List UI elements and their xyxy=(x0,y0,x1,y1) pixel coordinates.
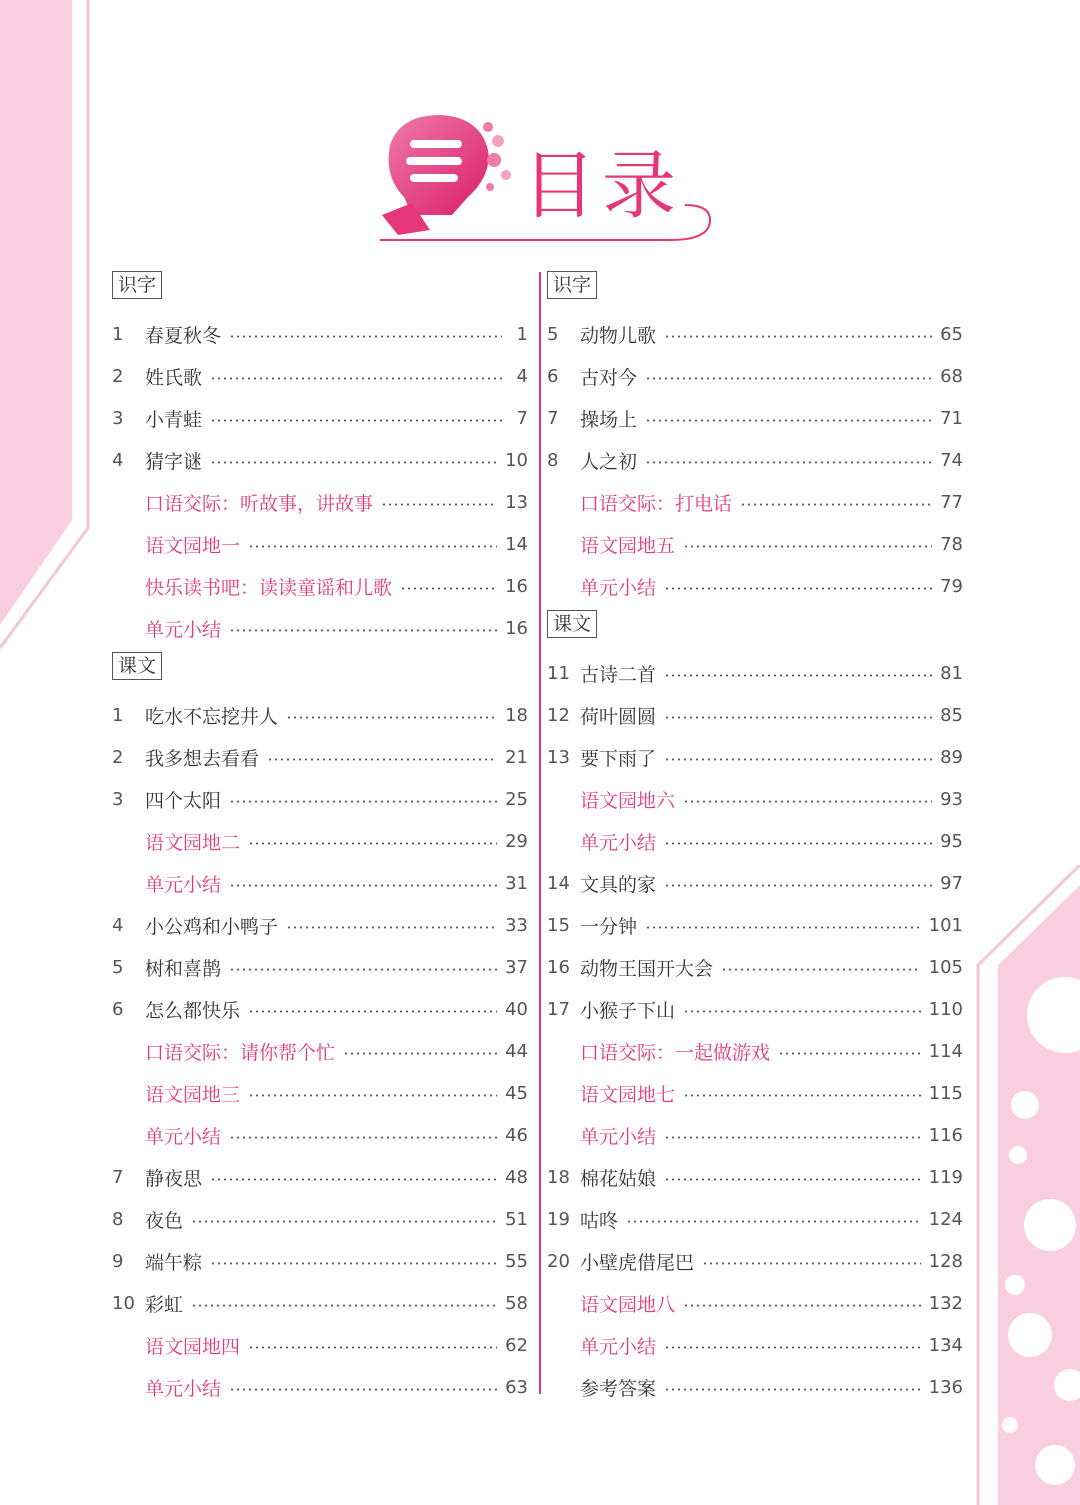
dot-leader xyxy=(229,1136,497,1139)
toc-entry[interactable] xyxy=(547,1282,963,1324)
entry-page-number: 4 xyxy=(516,365,528,387)
dot-leader xyxy=(740,503,932,506)
entry-number: 15 xyxy=(547,914,570,936)
entry-title: 吃水不忘挖井人 xyxy=(145,705,279,728)
dot-leader xyxy=(229,884,497,887)
entry-title: 人之初 xyxy=(580,450,638,473)
entry-page-number: 40 xyxy=(505,998,528,1020)
entry-page-number: 136 xyxy=(928,1376,963,1398)
entry-page-number: 62 xyxy=(505,1334,528,1356)
entry-title: 快乐读书吧：读读童谣和儿歌 xyxy=(145,576,393,599)
toc-entry[interactable] xyxy=(547,946,963,988)
entry-title: 动物王国开大会 xyxy=(580,957,714,980)
dot-leader xyxy=(191,1220,497,1223)
toc-entry[interactable] xyxy=(112,439,528,481)
dot-leader xyxy=(664,1388,921,1391)
toc-entry[interactable] xyxy=(547,652,963,694)
toc-entry[interactable] xyxy=(547,1198,963,1240)
entry-number: 8 xyxy=(112,1208,124,1230)
entry-title: 语文园地七 xyxy=(580,1083,676,1106)
dot-leader xyxy=(210,1178,497,1181)
toc-entry[interactable] xyxy=(547,904,963,946)
dot-leader xyxy=(778,1052,921,1055)
dot-leader xyxy=(664,335,932,338)
toc-entry[interactable] xyxy=(112,820,528,862)
dot-leader xyxy=(191,1304,497,1307)
entry-title: 口语交际：请你帮个忙 xyxy=(145,1041,336,1064)
dot-leader xyxy=(664,842,932,845)
toc-entry[interactable] xyxy=(112,565,528,607)
entry-page-number: 124 xyxy=(928,1208,963,1230)
toc-entry[interactable] xyxy=(112,1198,528,1240)
entry-number: 1 xyxy=(112,323,124,345)
entry-page-number: 21 xyxy=(505,746,528,768)
entry-page-number: 45 xyxy=(505,1082,528,1104)
entry-title: 单元小结 xyxy=(580,1335,657,1358)
toc-entry[interactable] xyxy=(547,355,963,397)
entry-number: 9 xyxy=(112,1250,124,1272)
entry-page-number: 44 xyxy=(505,1040,528,1062)
entry-page-number: 134 xyxy=(928,1334,963,1356)
entry-title: 荷叶圆圆 xyxy=(580,705,657,728)
entry-page-number: 58 xyxy=(505,1292,528,1314)
entry-page-number: 48 xyxy=(505,1166,528,1188)
toc-entry[interactable] xyxy=(112,1156,528,1198)
entry-page-number: 13 xyxy=(505,491,528,513)
entry-title: 小猴子下山 xyxy=(580,999,676,1022)
entry-page-number: 85 xyxy=(940,704,963,726)
toc-entry[interactable] xyxy=(112,862,528,904)
toc-entry[interactable] xyxy=(547,1030,963,1072)
dot-leader xyxy=(664,716,932,719)
toc-entry[interactable] xyxy=(547,1324,963,1366)
dot-leader xyxy=(248,1010,497,1013)
toc-entry[interactable] xyxy=(547,694,963,736)
toc-entry[interactable] xyxy=(112,1366,528,1408)
entry-page-number: 68 xyxy=(940,365,963,387)
entry-title: 操场上 xyxy=(580,408,638,431)
dot-leader xyxy=(683,800,932,803)
dot-leader xyxy=(210,419,502,422)
dot-leader xyxy=(210,1262,497,1265)
entry-number: 17 xyxy=(547,998,570,1020)
entry-title: 四个太阳 xyxy=(145,789,222,812)
entry-page-number: 128 xyxy=(928,1250,963,1272)
section-heading: 识字 xyxy=(112,271,162,299)
entry-page-number: 89 xyxy=(940,746,963,768)
dot-leader xyxy=(210,377,502,380)
toc-entry[interactable] xyxy=(112,607,528,649)
dot-leader xyxy=(645,419,932,422)
column-divider xyxy=(539,272,541,1394)
entry-number: 20 xyxy=(547,1250,570,1272)
entry-title: 口语交际：打电话 xyxy=(580,492,733,515)
dot-leader xyxy=(248,1094,497,1097)
entry-page-number: 77 xyxy=(940,491,963,513)
dot-leader xyxy=(721,968,921,971)
entry-title: 语文园地三 xyxy=(145,1083,241,1106)
entry-title: 单元小结 xyxy=(145,618,222,641)
entry-number: 13 xyxy=(547,746,570,768)
entry-page-number: 71 xyxy=(940,407,963,429)
dot-leader xyxy=(664,758,932,761)
entry-title: 咕咚 xyxy=(580,1209,619,1232)
toc-entry[interactable] xyxy=(112,313,528,355)
entry-number: 4 xyxy=(112,914,124,936)
entry-page-number: 51 xyxy=(505,1208,528,1230)
entry-title: 单元小结 xyxy=(145,1377,222,1400)
entry-title: 语文园地一 xyxy=(145,534,241,557)
entry-page-number: 14 xyxy=(505,533,528,555)
entry-page-number: 46 xyxy=(505,1124,528,1146)
toc-entry[interactable] xyxy=(547,1072,963,1114)
toc-entry[interactable] xyxy=(547,313,963,355)
entry-page-number: 16 xyxy=(505,575,528,597)
entry-page-number: 116 xyxy=(928,1124,963,1146)
toc-entry[interactable] xyxy=(112,1324,528,1366)
toc-entry[interactable] xyxy=(547,397,963,439)
dot-leader xyxy=(229,629,497,632)
dot-leader xyxy=(248,842,497,845)
dot-leader xyxy=(702,1262,921,1265)
entry-title: 棉花姑娘 xyxy=(580,1167,657,1190)
entry-page-number: 25 xyxy=(505,788,528,810)
dot-leader xyxy=(248,545,497,548)
entry-title: 古诗二首 xyxy=(580,663,657,686)
toc-entry[interactable] xyxy=(112,1072,528,1114)
toc-entry[interactable] xyxy=(112,694,528,736)
entry-page-number: 10 xyxy=(505,449,528,471)
entry-number: 1 xyxy=(112,704,124,726)
toc-entry[interactable] xyxy=(547,820,963,862)
entry-page-number: 81 xyxy=(940,662,963,684)
section-heading: 识字 xyxy=(547,271,597,299)
entry-page-number: 115 xyxy=(928,1082,963,1104)
entry-number: 5 xyxy=(112,956,124,978)
entry-number: 2 xyxy=(112,365,124,387)
dot-leader xyxy=(683,545,932,548)
toc-entry[interactable] xyxy=(547,439,963,481)
toc-entry[interactable] xyxy=(547,1156,963,1198)
entry-title: 口语交际：一起做游戏 xyxy=(580,1041,771,1064)
entry-title: 小青蛙 xyxy=(145,408,203,431)
entry-title: 文具的家 xyxy=(580,873,657,896)
corner-decoration-bottom-right xyxy=(970,865,1080,1505)
entry-number: 7 xyxy=(547,407,559,429)
toc-left-column xyxy=(112,268,528,1408)
toc-entry[interactable] xyxy=(547,862,963,904)
toc-entry[interactable] xyxy=(112,481,528,523)
dot-leader xyxy=(229,335,502,338)
dot-leader xyxy=(664,587,932,590)
entry-title: 单元小结 xyxy=(145,1125,222,1148)
entry-title: 语文园地八 xyxy=(580,1293,676,1316)
entry-title: 古对今 xyxy=(580,366,638,389)
entry-title: 语文园地二 xyxy=(145,831,241,854)
entry-title: 单元小结 xyxy=(580,831,657,854)
entry-title: 彩虹 xyxy=(145,1293,184,1316)
dot-leader xyxy=(664,674,932,677)
entry-title: 一分钟 xyxy=(580,915,638,938)
entry-page-number: 16 xyxy=(505,617,528,639)
toc-entry[interactable] xyxy=(547,1366,963,1408)
dot-leader xyxy=(645,926,921,929)
entry-title: 语文园地六 xyxy=(580,789,676,812)
entry-page-number: 1 xyxy=(516,323,528,345)
entry-title: 语文园地五 xyxy=(580,534,676,557)
entry-title: 要下雨了 xyxy=(580,747,657,770)
toc-entry[interactable] xyxy=(547,778,963,820)
dot-leader xyxy=(248,1346,497,1349)
toc-entry[interactable] xyxy=(547,1114,963,1156)
entry-number: 3 xyxy=(112,788,124,810)
entry-page-number: 74 xyxy=(940,449,963,471)
entry-title: 动物儿歌 xyxy=(580,324,657,347)
entry-number: 7 xyxy=(112,1166,124,1188)
dot-leader xyxy=(229,800,497,803)
entry-page-number: 37 xyxy=(505,956,528,978)
entry-title: 我多想去看看 xyxy=(145,747,260,770)
entry-title: 小壁虎借尾巴 xyxy=(580,1251,695,1274)
dot-leader xyxy=(645,377,932,380)
entry-page-number: 33 xyxy=(505,914,528,936)
entry-page-number: 79 xyxy=(940,575,963,597)
entry-page-number: 105 xyxy=(928,956,963,978)
entry-title: 猜字谜 xyxy=(145,450,203,473)
entry-title: 姓氏歌 xyxy=(145,366,203,389)
entry-page-number: 29 xyxy=(505,830,528,852)
toc-entry[interactable] xyxy=(547,565,963,607)
entry-title: 单元小结 xyxy=(580,576,657,599)
dot-leader xyxy=(343,1052,497,1055)
dot-leader xyxy=(229,968,497,971)
dot-leader xyxy=(683,1094,921,1097)
entry-title: 春夏秋冬 xyxy=(145,324,222,347)
entry-page-number: 7 xyxy=(516,407,528,429)
dot-leader xyxy=(664,1178,921,1181)
entry-page-number: 93 xyxy=(940,788,963,810)
entry-title: 树和喜鹊 xyxy=(145,957,222,980)
entry-number: 8 xyxy=(547,449,559,471)
entry-page-number: 132 xyxy=(928,1292,963,1314)
entry-title: 语文园地四 xyxy=(145,1335,241,1358)
dot-leader xyxy=(645,461,932,464)
dot-leader xyxy=(286,926,497,929)
toc-entry[interactable] xyxy=(112,778,528,820)
entry-number: 18 xyxy=(547,1166,570,1188)
entry-number: 11 xyxy=(547,662,570,684)
dot-leader xyxy=(286,716,497,719)
entry-number: 6 xyxy=(112,998,124,1020)
toc-entry[interactable] xyxy=(547,988,963,1030)
dot-leader xyxy=(683,1010,921,1013)
toc-entry[interactable] xyxy=(112,988,528,1030)
corner-decoration-top-left xyxy=(0,0,110,660)
toc-entry[interactable] xyxy=(112,397,528,439)
dot-leader xyxy=(664,884,932,887)
entry-page-number: 101 xyxy=(928,914,963,936)
entry-page-number: 18 xyxy=(505,704,528,726)
entry-title: 端午粽 xyxy=(145,1251,203,1274)
toc-entry[interactable] xyxy=(547,1240,963,1282)
toc-entry[interactable] xyxy=(547,481,963,523)
entry-number: 10 xyxy=(112,1292,135,1314)
entry-page-number: 65 xyxy=(940,323,963,345)
entry-title: 小公鸡和小鸭子 xyxy=(145,915,279,938)
entry-page-number: 63 xyxy=(505,1376,528,1398)
entry-number: 6 xyxy=(547,365,559,387)
toc-entry[interactable] xyxy=(112,355,528,397)
dot-leader xyxy=(267,758,497,761)
entry-title: 参考答案 xyxy=(580,1377,657,1400)
entry-number: 5 xyxy=(547,323,559,345)
toc-entry[interactable] xyxy=(112,1114,528,1156)
entry-number: 14 xyxy=(547,872,570,894)
entry-title: 怎么都快乐 xyxy=(145,999,241,1022)
entry-page-number: 97 xyxy=(940,872,963,894)
entry-title: 单元小结 xyxy=(145,873,222,896)
section-heading: 课文 xyxy=(547,610,597,638)
toc-entry[interactable] xyxy=(112,1282,528,1324)
toc-right-column xyxy=(547,268,963,1408)
entry-page-number: 119 xyxy=(928,1166,963,1188)
toc-entry[interactable] xyxy=(112,1030,528,1072)
entry-number: 4 xyxy=(112,449,124,471)
toc-entry[interactable] xyxy=(547,736,963,778)
entry-number: 2 xyxy=(112,746,124,768)
entry-page-number: 31 xyxy=(505,872,528,894)
toc-entry[interactable] xyxy=(112,523,528,565)
toc-entry[interactable] xyxy=(112,736,528,778)
toc-entry[interactable] xyxy=(547,523,963,565)
entry-page-number: 78 xyxy=(940,533,963,555)
entry-number: 19 xyxy=(547,1208,570,1230)
dot-leader xyxy=(400,587,497,590)
entry-page-number: 55 xyxy=(505,1250,528,1272)
entry-number: 16 xyxy=(547,956,570,978)
dot-leader xyxy=(210,461,497,464)
entry-title: 夜色 xyxy=(145,1209,184,1232)
dot-leader xyxy=(381,503,497,506)
entry-number: 12 xyxy=(547,704,570,726)
entry-page-number: 95 xyxy=(940,830,963,852)
dot-leader xyxy=(683,1304,921,1307)
dot-leader xyxy=(664,1136,921,1139)
toc-entry[interactable] xyxy=(112,1240,528,1282)
dot-leader xyxy=(626,1220,921,1223)
entry-title: 静夜思 xyxy=(145,1167,203,1190)
toc-entry[interactable] xyxy=(112,946,528,988)
entry-page-number: 114 xyxy=(928,1040,963,1062)
toc-entry[interactable] xyxy=(112,904,528,946)
entry-title: 口语交际：听故事，讲故事 xyxy=(145,492,374,515)
page-title: 目录 xyxy=(522,143,682,229)
dot-leader xyxy=(229,1388,497,1391)
dot-leader xyxy=(664,1346,921,1349)
entry-number: 3 xyxy=(112,407,124,429)
entry-title: 单元小结 xyxy=(580,1125,657,1148)
entry-page-number: 110 xyxy=(928,998,963,1020)
section-heading: 课文 xyxy=(112,652,162,680)
